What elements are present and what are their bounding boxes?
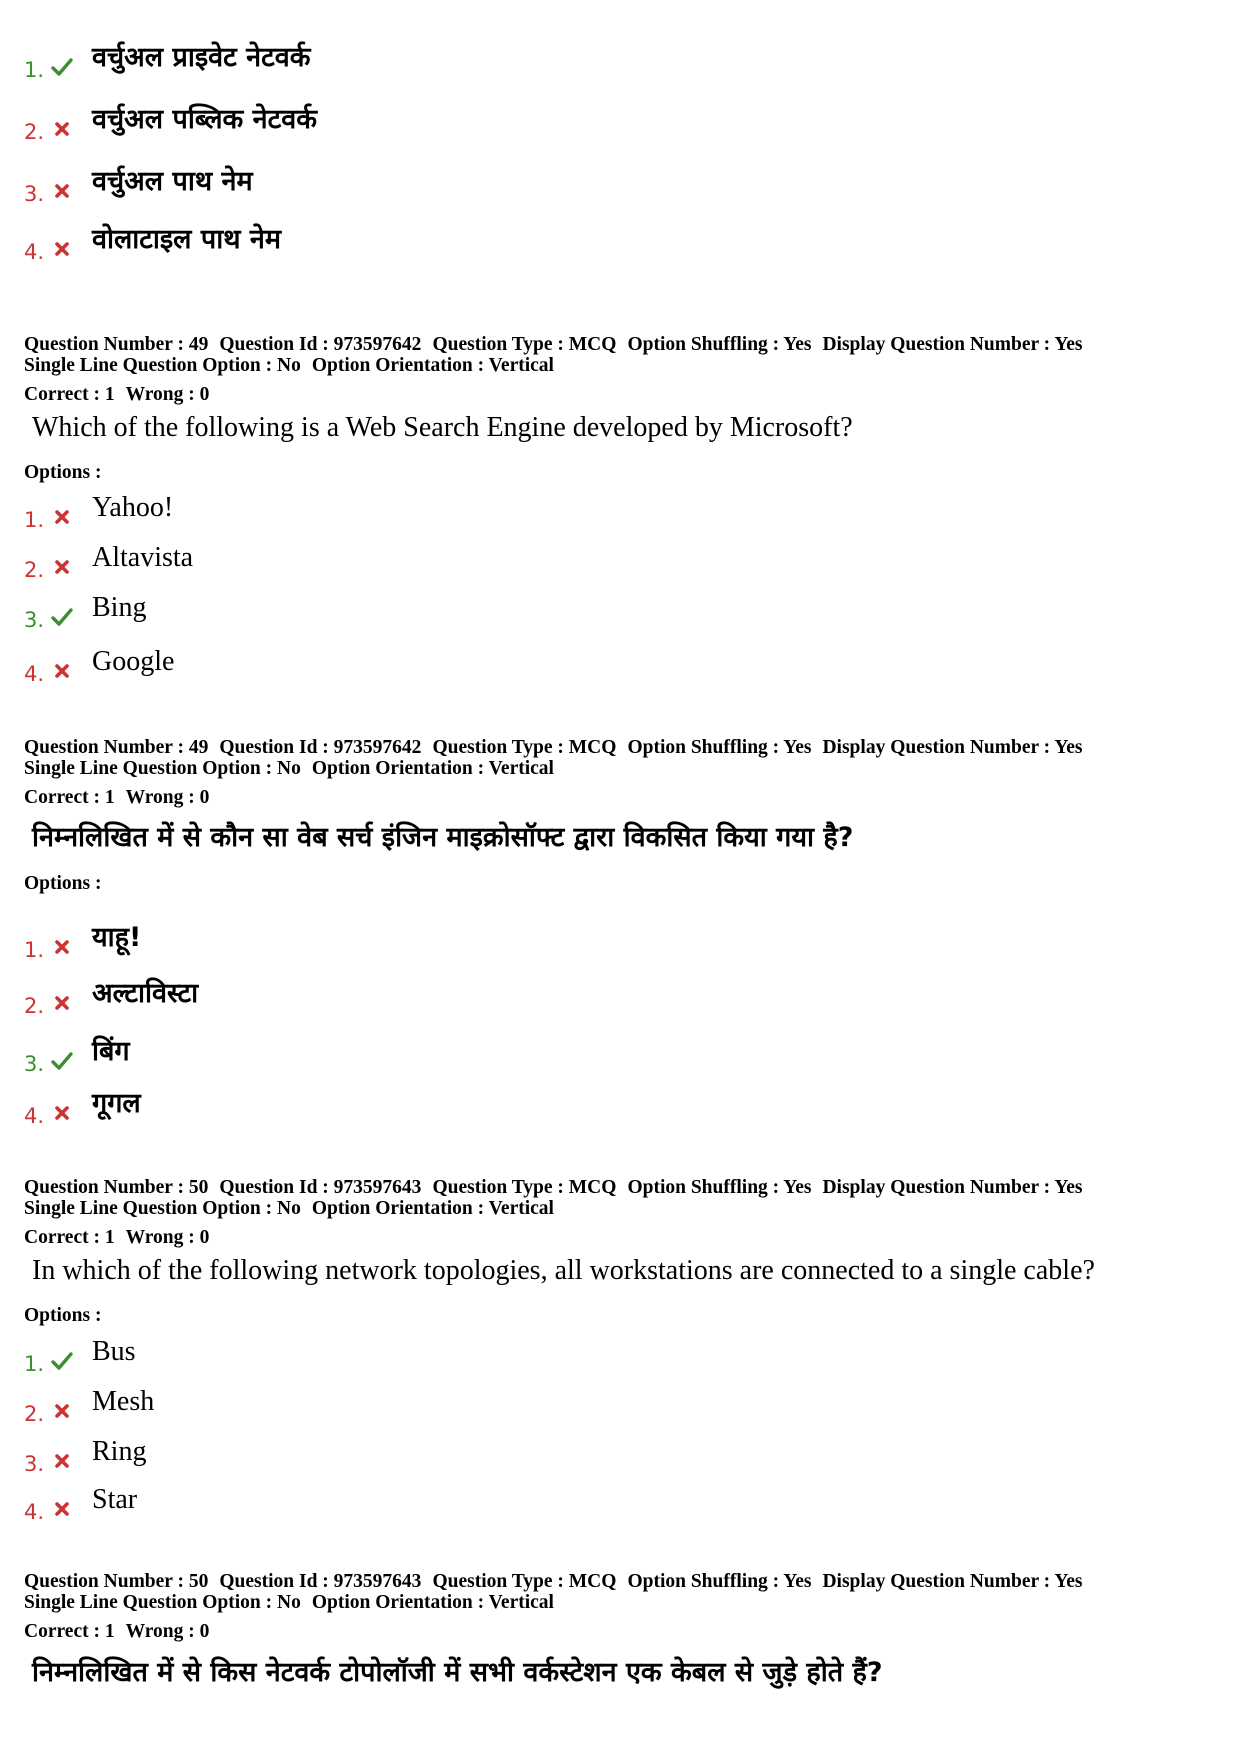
status-icon — [50, 1102, 74, 1124]
option-orientation: Option Orientation : Vertical — [311, 355, 554, 376]
option-text: Star — [92, 1484, 138, 1515]
option-number: 4. — [24, 240, 45, 264]
single-line-option: Single Line Question Option : No — [24, 1592, 301, 1613]
single-line-option: Single Line Question Option : No — [24, 355, 301, 376]
option-text: बिंग — [92, 1036, 130, 1067]
cross-icon — [51, 119, 73, 139]
option-orientation: Option Orientation : Vertical — [311, 1592, 554, 1613]
meta-line-1 — [24, 1177, 1214, 1198]
wrong-marks: Wrong : 0 — [125, 787, 210, 808]
status-icon — [50, 180, 74, 202]
question-text: निम्नलिखित में से किस नेटवर्क टोपोलॉजी में सभी वर्कस्टेशन एक केबल से जुड़े होते हैं? — [32, 1657, 883, 1688]
option-number: 4. — [24, 662, 45, 686]
status-icon — [50, 118, 74, 140]
question-type: Question Type : MCQ — [432, 1571, 617, 1592]
option-text: Bing — [92, 592, 147, 623]
option-number: 2. — [24, 1402, 45, 1426]
options-label: Options : — [24, 1305, 102, 1326]
check-icon — [51, 1051, 73, 1071]
option-number: 1. — [24, 58, 45, 82]
cross-icon — [51, 181, 73, 201]
question-meta — [24, 1177, 1214, 1219]
option-row — [24, 1024, 1174, 1080]
option-text: वर्चुअल पाथ नेम — [92, 166, 253, 197]
question-meta — [24, 737, 1214, 779]
option-row — [24, 966, 1174, 1022]
correct-marks: Correct : 1 — [24, 787, 115, 808]
marks-line — [24, 1227, 1214, 1248]
option-row — [24, 212, 1174, 268]
correct-marks: Correct : 1 — [24, 384, 115, 405]
option-text: Bus — [92, 1336, 136, 1367]
status-icon — [50, 1450, 74, 1472]
check-icon — [51, 1351, 73, 1371]
check-icon — [51, 607, 73, 627]
option-text: Ring — [92, 1436, 147, 1467]
wrong-marks: Wrong : 0 — [125, 384, 210, 405]
cross-icon — [51, 557, 73, 577]
question-text: Which of the following is a Web Search Engine developed by Microsoft? — [32, 412, 853, 443]
option-number: 3. — [24, 182, 45, 206]
option-shuffling: Option Shuffling : Yes — [627, 1571, 812, 1592]
option-row — [24, 1472, 1174, 1528]
correct-marks: Correct : 1 — [24, 1227, 115, 1248]
display-question-number: Display Question Number : Yes — [822, 334, 1083, 355]
meta-line-2 — [24, 1592, 1214, 1613]
question-type: Question Type : MCQ — [432, 737, 617, 758]
option-number: 4. — [24, 1500, 45, 1524]
status-icon — [50, 660, 74, 682]
meta-line-2 — [24, 355, 1214, 376]
correct-marks: Correct : 1 — [24, 1621, 115, 1642]
question-text: निम्नलिखित में से कौन सा वेब सर्च इंजिन माइक्रोसॉफ्ट द्वारा विकसित किया गया है? — [32, 822, 854, 853]
display-question-number: Display Question Number : Yes — [822, 737, 1083, 758]
status-icon — [50, 606, 74, 628]
status-icon — [50, 936, 74, 958]
option-text: Google — [92, 646, 175, 677]
marks-line — [24, 1621, 1214, 1642]
status-icon — [50, 992, 74, 1014]
option-number: 3. — [24, 608, 45, 632]
cross-icon — [51, 937, 73, 957]
status-icon — [50, 1350, 74, 1372]
option-number: 3. — [24, 1452, 45, 1476]
marks-line — [24, 787, 1214, 808]
option-text: Altavista — [92, 542, 194, 573]
marks-line — [24, 384, 1214, 405]
meta-line-2 — [24, 1198, 1214, 1219]
option-text: अल्टाविस्टा — [92, 978, 199, 1009]
option-row — [24, 1324, 1174, 1380]
cross-icon — [51, 1499, 73, 1519]
option-text: वर्चुअल प्राइवेट नेटवर्क — [92, 42, 311, 73]
meta-line-1 — [24, 334, 1214, 355]
cross-icon — [51, 661, 73, 681]
option-text: वर्चुअल पब्लिक नेटवर्क — [92, 104, 317, 135]
question-id: Question Id : 973597643 — [219, 1571, 422, 1592]
option-text: Yahoo! — [92, 492, 174, 523]
option-text: गूगल — [92, 1088, 141, 1119]
question-number: Question Number : 49 — [24, 737, 209, 758]
option-orientation: Option Orientation : Vertical — [311, 1198, 554, 1219]
cross-icon — [51, 993, 73, 1013]
question-text: In which of the following network topologies, all workstations are connected to a single cable? — [32, 1255, 1095, 1286]
question-type: Question Type : MCQ — [432, 334, 617, 355]
option-number: 1. — [24, 938, 45, 962]
status-icon — [50, 556, 74, 578]
option-orientation: Option Orientation : Vertical — [311, 758, 554, 779]
meta-line-1 — [24, 737, 1214, 758]
meta-line-1 — [24, 1571, 1214, 1592]
option-text: याहू! — [92, 922, 142, 953]
option-number: 2. — [24, 120, 45, 144]
cross-icon — [51, 507, 73, 527]
wrong-marks: Wrong : 0 — [125, 1621, 210, 1642]
question-number: Question Number : 49 — [24, 334, 209, 355]
status-icon — [50, 1050, 74, 1072]
status-icon — [50, 1498, 74, 1520]
option-row — [24, 480, 1174, 536]
display-question-number: Display Question Number : Yes — [822, 1571, 1083, 1592]
option-row — [24, 910, 1174, 966]
status-icon — [50, 1400, 74, 1422]
wrong-marks: Wrong : 0 — [125, 1227, 210, 1248]
option-text: Mesh — [92, 1386, 155, 1417]
option-text: वोलाटाइल पाथ नेम — [92, 224, 281, 255]
option-row — [24, 154, 1174, 210]
question-meta — [24, 1571, 1214, 1613]
meta-line-2 — [24, 758, 1214, 779]
options-label: Options : — [24, 462, 102, 483]
cross-icon — [51, 239, 73, 259]
cross-icon — [51, 1401, 73, 1421]
option-shuffling: Option Shuffling : Yes — [627, 1177, 812, 1198]
option-row — [24, 30, 1174, 86]
status-icon — [50, 506, 74, 528]
question-number: Question Number : 50 — [24, 1177, 209, 1198]
cross-icon — [51, 1103, 73, 1123]
single-line-option: Single Line Question Option : No — [24, 1198, 301, 1219]
option-row — [24, 580, 1174, 636]
option-row — [24, 530, 1174, 586]
question-number: Question Number : 50 — [24, 1571, 209, 1592]
option-number: 1. — [24, 508, 45, 532]
status-icon — [50, 56, 74, 78]
option-shuffling: Option Shuffling : Yes — [627, 334, 812, 355]
question-id: Question Id : 973597643 — [219, 1177, 422, 1198]
option-number: 2. — [24, 558, 45, 582]
option-number: 3. — [24, 1052, 45, 1076]
single-line-option: Single Line Question Option : No — [24, 758, 301, 779]
question-id: Question Id : 973597642 — [219, 737, 422, 758]
option-row — [24, 92, 1174, 148]
check-icon — [51, 57, 73, 77]
question-meta — [24, 334, 1214, 376]
cross-icon — [51, 1451, 73, 1471]
option-row — [24, 1374, 1174, 1430]
option-number: 1. — [24, 1352, 45, 1376]
option-row — [24, 634, 1174, 690]
option-number: 4. — [24, 1104, 45, 1128]
option-row — [24, 1076, 1174, 1132]
options-label: Options : — [24, 873, 102, 894]
status-icon — [50, 238, 74, 260]
question-type: Question Type : MCQ — [432, 1177, 617, 1198]
option-shuffling: Option Shuffling : Yes — [627, 737, 812, 758]
question-id: Question Id : 973597642 — [219, 334, 422, 355]
option-number: 2. — [24, 994, 45, 1018]
display-question-number: Display Question Number : Yes — [822, 1177, 1083, 1198]
